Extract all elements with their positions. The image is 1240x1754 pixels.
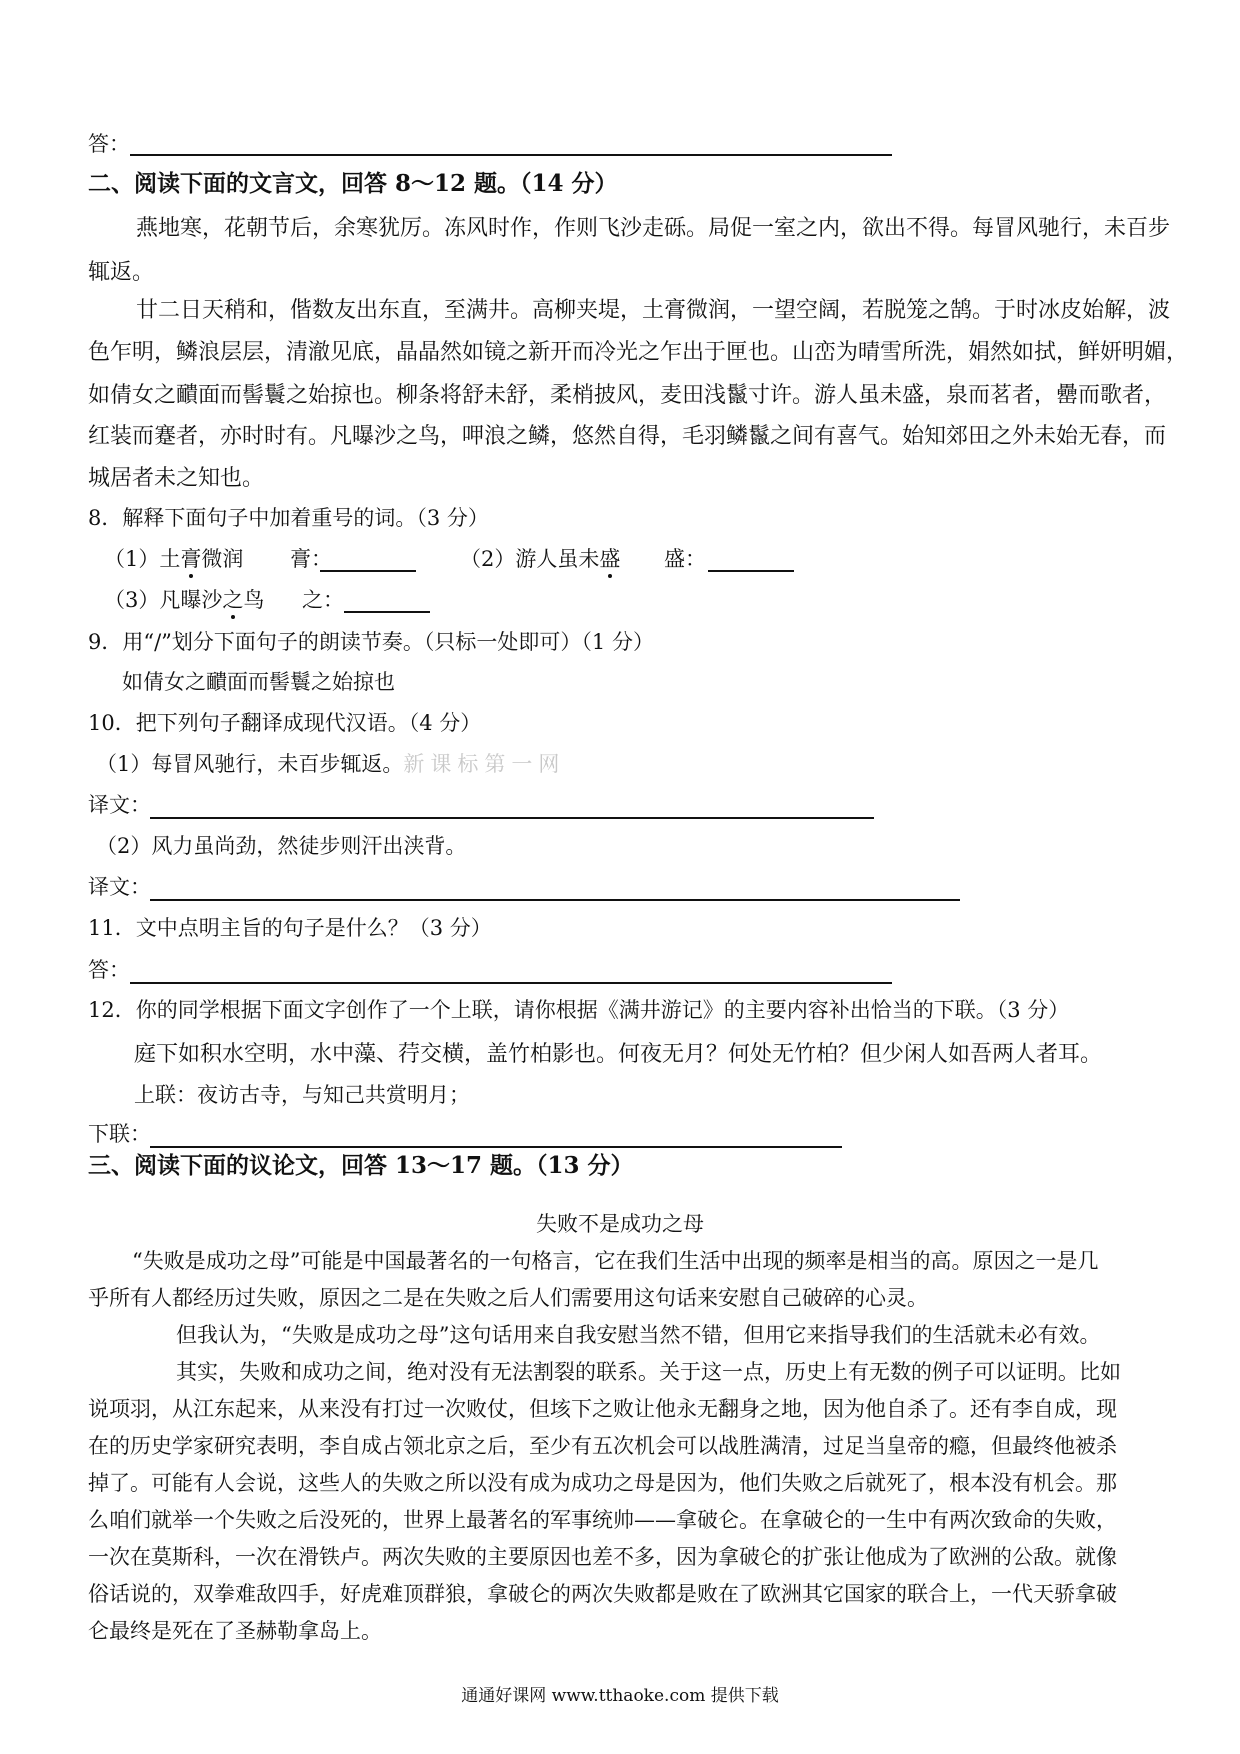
q8-item1-pre: （1）土 (104, 547, 181, 571)
q12-lower-label: 下联： (88, 1122, 151, 1146)
passage-line: 辄返。 (88, 260, 155, 285)
q12-quote: 庭下如积水空明，水中藻、荇交横，盖竹柏影也。何夜无月？何处无竹柏？但少闲人如吾两人者耳。 (134, 1042, 1103, 1067)
q8-item1 (104, 549, 243, 570)
q8-item2-pre: （2）游人虽未 (460, 547, 600, 571)
essay-line: 么咱们就举一个失败之后没死的，世界上最著名的军事统帅——拿破仑。在拿破仑的一生中有两次致命的失败， (88, 1508, 1117, 1532)
q8-stem: 8．解释下面句子中加着重号的词。（3 分） (88, 506, 489, 530)
q8-item2 (460, 549, 620, 570)
watermark-text: 新课标第一网 (403, 752, 566, 776)
q10-stem: 10．把下列句子翻译成现代汉语。（4 分） (88, 711, 482, 735)
q8-item2-label: 盛： (664, 547, 706, 571)
q9-stem: 9．用“/”划分下面句子的朗读节奏。（只标一处即可）（1 分） (88, 630, 654, 654)
passage-line: 红装而蹇者，亦时时有。凡曝沙之鸟，呷浪之鳞，悠然自得，毛羽鳞鬣之间有喜气。始知郊田之外未始无春，而 (88, 424, 1167, 449)
q12-answer-line[interactable] (150, 1146, 842, 1148)
passage-line: 城居者未之知也。 (88, 466, 265, 491)
passage-line: 廿二日天稍和，偕数友出东直，至满井。高柳夹堤，土膏微润，一望空阔，若脱笼之鹄。于时冰皮始解，波 (136, 298, 1171, 323)
q8-item2-blank[interactable] (708, 570, 794, 572)
passage-line: 如倩女之靧面而髻鬟之始掠也。柳条将舒未舒，柔梢披风，麦田浅鬣寸许。游人虽未盛，泉而茗者，罍而歌者， (88, 383, 1167, 408)
essay-title: 失败不是成功之母 (536, 1212, 704, 1236)
passage-line: 燕地寒，花朝节后，余寒犹厉。冻风时作，作则飞沙走砾。局促一室之内，欲出不得。每冒风驰行，未百步 (136, 216, 1171, 241)
q8-item1-post: 微润 (201, 547, 244, 571)
q12-upper-couplet: 上联：夜访古寺，与知己共赏明月； (134, 1083, 470, 1107)
q9-sentence[interactable]: 如倩女之靧面而髻鬟之始掠也 (122, 670, 395, 694)
essay-line: 但我认为，“失败是成功之母”这句话用来自我安慰当然不错，但用它来指导我们的生活就未必有效。 (176, 1323, 1101, 1347)
section2-heading: 二、阅读下面的文言文，回答 8～12 题。（14 分） (88, 170, 618, 197)
essay-line: 说项羽，从江东起来，从来没有打过一次败仗，但垓下之败让他永无翻身之地，因为他自杀了。还有李自成，现 (88, 1397, 1117, 1421)
essay-line: 一次在莫斯科，一次在滑铁卢。两次失败的主要原因也差不多，因为拿破仑的扩张让他成为了欧洲的公敌。就像 (88, 1545, 1117, 1569)
q8-item1-key: 膏 (180, 547, 202, 571)
q8-item3-pre: （3）凡曝沙 (104, 588, 223, 612)
q11-stem: 11．文中点明主旨的句子是什么？（3 分） (88, 916, 492, 940)
q10-answer-line-2[interactable] (150, 899, 960, 901)
q11-label: 答： (88, 958, 130, 982)
q10-s1-text: （1）每冒风驰行，未百步辄返。 (96, 752, 404, 776)
top-answer-line[interactable] (130, 154, 892, 156)
essay-line: 在的历史学家研究表明，李自成占领北京之后，至少有五次机会可以战胜满清，过足当皇帝的瘾，但最终他被杀 (88, 1434, 1117, 1458)
q10-sentence-2: （2）风力虽尚劲，然徒步则汗出浃背。 (96, 834, 467, 858)
q12-stem: 12．你的同学根据下面文字创作了一个上联，请你根据《满井游记》的主要内容补出恰当的下联。（3 分） (88, 998, 1070, 1022)
passage-line: 色乍明，鳞浪层层，清澈见底，晶晶然如镜之新开而冷光之乍出于匣也。山峦为晴雪所洗，娟然如拭，鲜妍明媚， (88, 340, 1189, 365)
top-answer-label: 答： (88, 132, 130, 156)
essay-line: 俗话说的，双拳难敌四手，好虎难顶群狼，拿破仑的两次失败都是败在了欧洲其它国家的联合上，一代天骄拿破 (88, 1582, 1117, 1606)
q8-item2-key: 盛 (599, 547, 621, 571)
essay-line: 乎所有人都经历过失败，原因之二是在失败之后人们需要用这句话来安慰自己破碎的心灵。 (88, 1286, 928, 1310)
essay-line: “失败是成功之母”可能是中国最著名的一句格言，它在我们生活中出现的频率是相当的高。原因之一是几 (132, 1249, 1099, 1273)
essay-line: 仑最终是死在了圣赫勒拿岛上。 (88, 1619, 382, 1643)
q8-item3-label: 之： (302, 588, 344, 612)
q10-label-1: 译文： (88, 793, 151, 817)
q8-item3-key: 之 (222, 588, 244, 612)
page-footer: 通通好课网 www.tthaoke.com 提供下载 (461, 1686, 779, 1706)
q8-item3-post: 鸟 (243, 588, 265, 612)
q11-answer-line[interactable] (130, 982, 892, 984)
q10-answer-line-1[interactable] (150, 817, 874, 819)
q8-item1-blank[interactable] (320, 570, 416, 572)
q10-sentence-1 (96, 754, 565, 775)
essay-line: 掉了。可能有人会说，这些人的失败之所以没有成为成功之母是因为，他们失败之后就死了，根本没有机会。那 (88, 1471, 1117, 1495)
essay-line: 其实，失败和成功之间，绝对没有无法割裂的联系。关于这一点，历史上有无数的例子可以证明。比如 (176, 1360, 1121, 1384)
q10-label-2: 译文： (88, 875, 151, 899)
q8-item1-label: 膏： (290, 547, 332, 571)
q8-item3-blank[interactable] (344, 611, 430, 613)
q8-item3 (104, 590, 264, 611)
section3-heading: 三、阅读下面的议论文，回答 13～17 题。（13 分） (88, 1152, 634, 1179)
